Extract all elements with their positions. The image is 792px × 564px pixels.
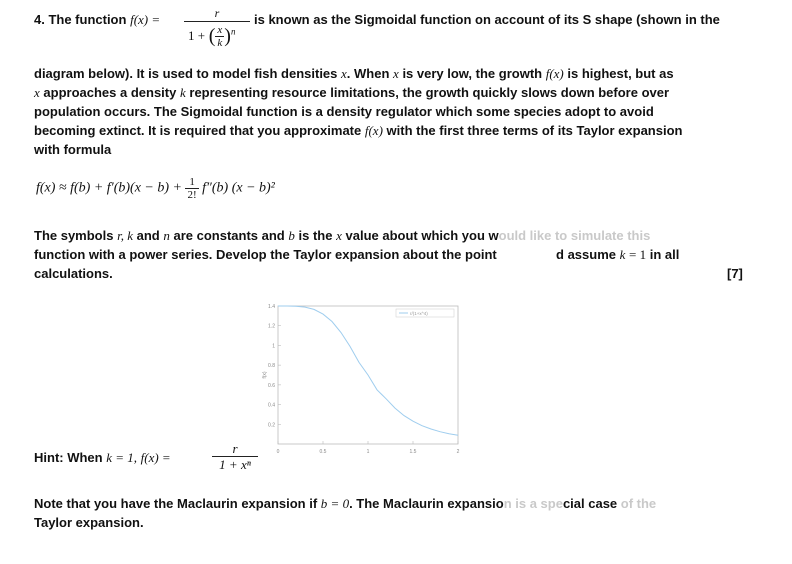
legend-label: r/(1+x^4) <box>410 311 428 316</box>
sigmoid-fraction <box>184 6 250 23</box>
paragraph-line-5: with formula <box>34 142 112 157</box>
paragraph-line-1: diagram below). It is used to model fish densities x. When x is very low, the growth f(x) is highest, but as <box>34 66 674 81</box>
note-line-1: Note that you have the Maclaurin expansion if b = 0. The Maclaurin expansion is a special case of the <box>34 496 657 511</box>
hint-condition: k = 1, <box>106 450 138 465</box>
y-tick-label: 0.6 <box>268 382 275 389</box>
hint-numerator: r <box>232 441 238 456</box>
x-tick-label: 0.5 <box>319 449 327 455</box>
series-line <box>278 306 458 435</box>
question-intro-line <box>34 12 160 28</box>
symbols-line-2: function with a power series. Develop the Taylor expansion about the point d assume k = 1 in all <box>34 247 680 262</box>
intro-rest: is known as the Sigmoidal function on account of its S shape (shown in the <box>254 12 720 27</box>
x-tick-label: 2 <box>456 449 460 455</box>
note-line-2: Taylor expansion. <box>34 515 144 530</box>
function-label: f(x) = <box>130 12 161 27</box>
sigmoid-chart <box>256 296 466 456</box>
question-number: 4. The function <box>34 12 127 27</box>
formula-lhs: f(x) ≈ f(b) + f′(b)(x − b) + <box>36 180 182 196</box>
paragraph-line-2: x approaches a density k representing resource limitations, the growth quickly slows down before over <box>34 85 670 100</box>
sigmoid-numerator: r <box>214 6 220 20</box>
paragraph-line-4: becoming extinct. It is required that you approximate f(x) with the first three terms of its Taylor expansion <box>34 123 683 138</box>
y-tick-label: 1.4 <box>268 304 275 310</box>
y-tick-label: 1 <box>272 343 275 350</box>
formula-rhs: f″(b) (x − b)² <box>202 180 275 196</box>
x-tick-label: 0 <box>276 449 280 455</box>
hint-label: Hint: When <box>34 450 103 465</box>
y-tick-label: 1.2 <box>268 323 275 330</box>
taylor-formula <box>36 176 275 201</box>
paragraph-line-3: population occurs. The Sigmoidal function is a density regulator which some species adopt to avoid <box>34 104 654 119</box>
y-tick-label: 0.2 <box>268 422 275 429</box>
x-tick-label: 1.5 <box>409 449 417 455</box>
y-tick-label: 0.4 <box>268 402 275 409</box>
sigmoid-denominator: 1 + ( $\frac{x}{k}$ )$^n$ <box>188 24 236 49</box>
hint-line <box>34 450 171 466</box>
symbols-line-1: The symbols r, k and n are constants and b is the x value about which you would like to simulate this <box>34 228 651 243</box>
formula-fraction: $\frac{1}{2!}$ <box>187 176 197 201</box>
x-tick-label: 1 <box>366 449 370 455</box>
hint-fx: f(x) = <box>140 450 171 465</box>
marks-label: [7] <box>727 266 743 281</box>
y-axis-label: f(x) <box>262 371 268 379</box>
y-tick-label: 0.8 <box>268 363 275 370</box>
hint-fraction <box>212 442 258 472</box>
hint-denominator: 1 + xⁿ <box>212 456 258 472</box>
symbols-line-3: calculations. <box>34 266 113 281</box>
